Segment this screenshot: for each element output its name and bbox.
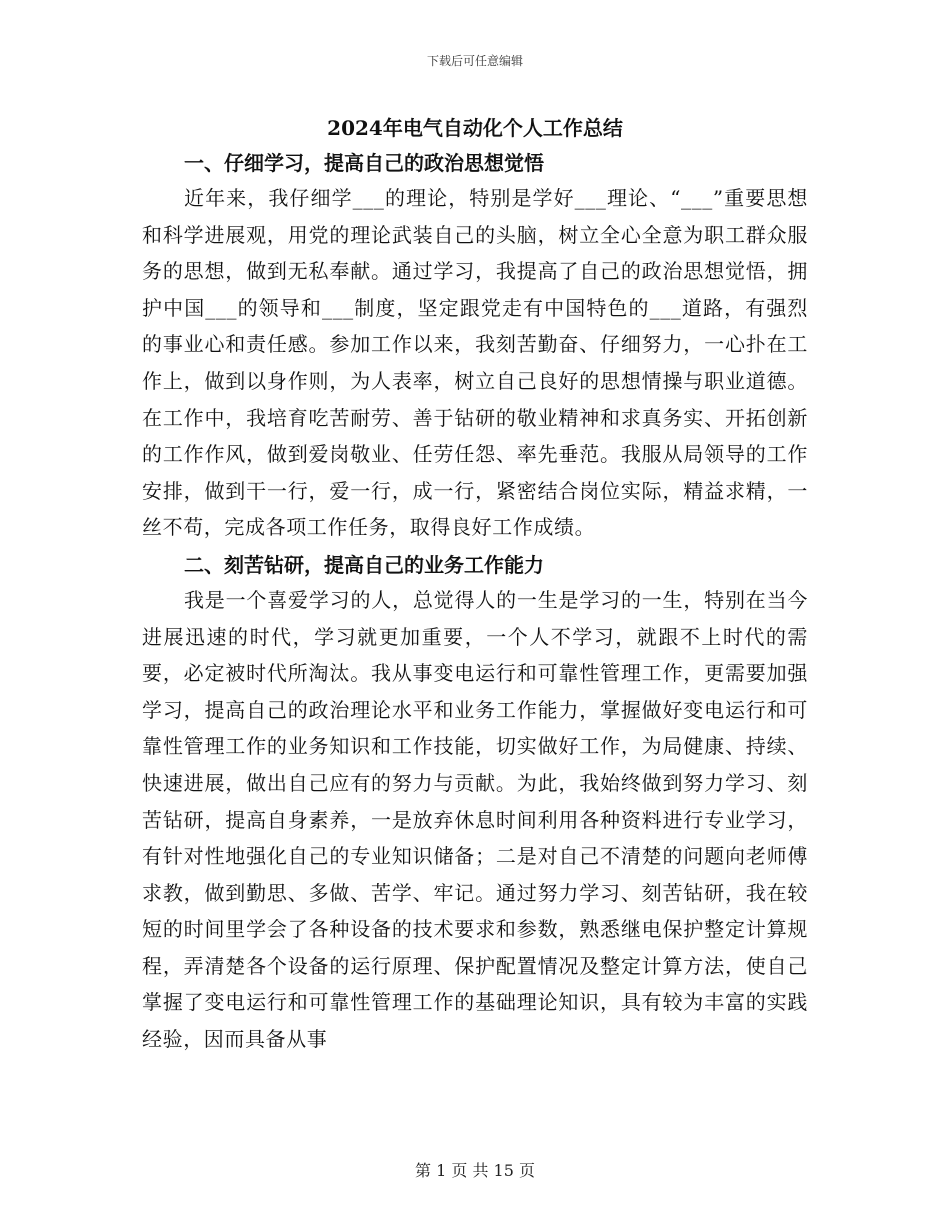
section-paragraph-2: 我是一个喜爱学习的人，总觉得人的一生是学习的一生，特别在当今进展迅速的时代，学习就更加重要，一个人不学习，就跟不上时代的需要，必定被时代所淘汰。我从事变电运行和可靠性管理工作，更需要加强学习，提高自己的政治理论水平和业务工作能力，掌握做好变电运行和可靠性管理工作的业务知识和工作技能，切实做好工作，为局健康、持续、快速进展，做出自己应有的努力与贡献。为此，我始终做到努力学习、刻苦钻研，提高自身素养，一是放弃休息时间利用各种资料进行专业学习，有针对性地强化自己的专业知识储备；二是对自己不清楚的问题向老师傅求教，做到勤思、多做、苦学、牢记。通过努力学习、刻苦钻研，我在较短的时间里学会了各种设备的技术要求和参数，熟悉继电保护整定计算规程，弄清楚各个设备的运行原理、保护配置情况及整定计算方法，使自己掌握了变电运行和可靠性管理工作的基础理论知识，具有较为丰富的实践经验，因而具备从事 [142, 587, 808, 1052]
header-note: 下载后可任意编辑 [426, 54, 523, 68]
document-body [142, 112, 808, 1060]
section-heading-2: 二、刻苦钻研，提高自己的业务工作能力 [184, 552, 544, 577]
section-paragraph-1: 近年来，我仔细学___的理论，特别是学好___理论、“___”重要思想和科学进展观，用党的理论武装自己的头脑，树立全心全意为职工群众服务的思想，做到无私奉献。通过学习，我提高了自己的政治思想觉悟，拥护中国___的领导和___制度，坚定跟党走有中国特色的___道路，有强烈的事业心和责任感。参加工作以来，我刻苦勤奋、仔细努力，一心扑在工作上，做到以身作则，为人表率，树立自己良好的思想情操与职业道德。在工作中，我培育吃苦耐劳、善于钻研的敬业精神和求真务实、开拓创新的工作作风，做到爱岗敬业、任劳任怨、率先垂范。我服从局领导的工作安排，做到干一行，爱一行，成一行，紧密结合岗位实际，精益求精，一丝不苟，完成各项工作任务，取得良好工作成绩。 [142, 186, 808, 540]
section-heading-1: 一、仔细学习，提高自己的政治思想觉悟 [184, 151, 544, 175]
document-title: 2024年电气自动化个人工作总结 [327, 116, 623, 140]
page-number: 第 1 页 共 15 页 [415, 1161, 535, 1180]
